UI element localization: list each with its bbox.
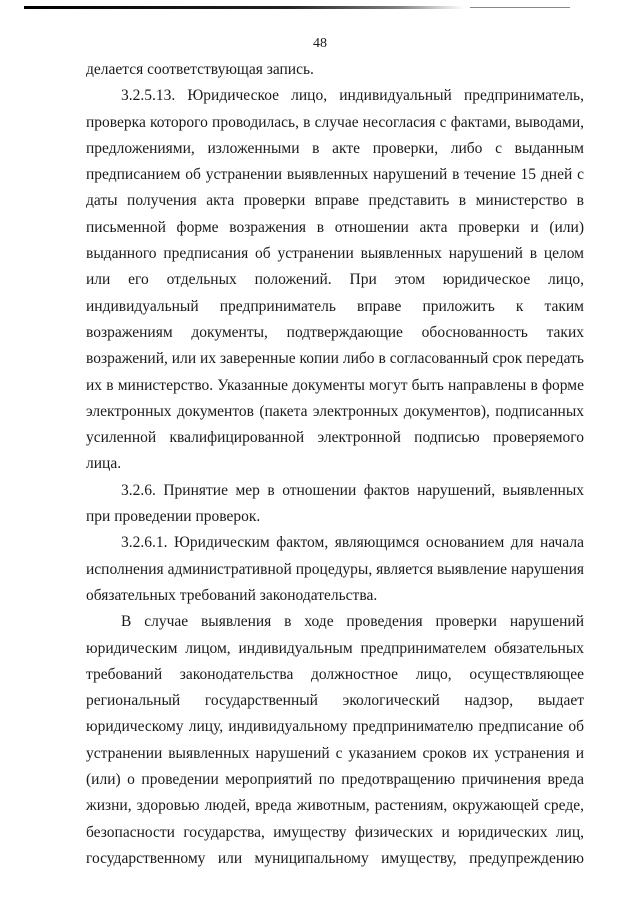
scan-edge-artifact xyxy=(24,6,464,9)
document-body xyxy=(86,57,584,872)
paragraph-violations: В случае выявления в ходе проведения проверки нарушений юридическим лицом, индивидуальным предпринимателем обязательных требований законодательства должностное лицо, осуществляющее региональный государственный экологический надзор, выдает юридическому лицу, индивидуальному предпринимателю предписание об устранении выявленных нарушений с указанием сроков их устранения и (или) о проведении мероприятий по предотвращению причинения вреда жизни, здоровью людей, вреда животным, растениям, окружающей среде, безопасности государства, имуществу физических и юридических лиц, государственному или муниципальному имуществу, предупреждению xyxy=(86,613,584,867)
paragraph-3-2-5-13: 3.2.5.13. Юридическое лицо, индивидуальный предприниматель, проверка которого проводилась, в случае несогласия с фактами, выводами, предложениями, изложенными в акте проверки, либо с выданным предписанием об устранении выявленных нарушений в течение 15 дней с даты получения акта проверки вправе представить в министерство в письменной форме возражения в отношении акта проверки и (или) выданного предписания об устранении выявленных нарушений в целом или его отдельных положений. При этом юридическое лицо, индивидуальный предприниматель вправе приложить к таким возражениям документы, подтверждающие обоснованность таких возражений, или их заверенные копии либо в согласованный срок передать их в министерство. Указанные документы могут быть направлены в форме электронных документов (пакета электронных документов), подписанных усиленной квалифицированной электронной подписью проверяемого лица. xyxy=(86,87,584,473)
paragraph-3-2-6-1: 3.2.6.1. Юридическим фактом, являющимся основанием для начала исполнения административной процедуры, является выявление нарушения обязательных требований законодательства. xyxy=(86,534,584,604)
page-number: 48 xyxy=(313,36,327,51)
scan-edge-artifact-faint xyxy=(470,7,570,8)
paragraph-3-2-6: 3.2.6. Принятие мер в отношении фактов нарушений, выявленных при проведении проверок. xyxy=(86,481,584,526)
paragraph-continuation: делается соответствующая запись. xyxy=(86,61,314,78)
